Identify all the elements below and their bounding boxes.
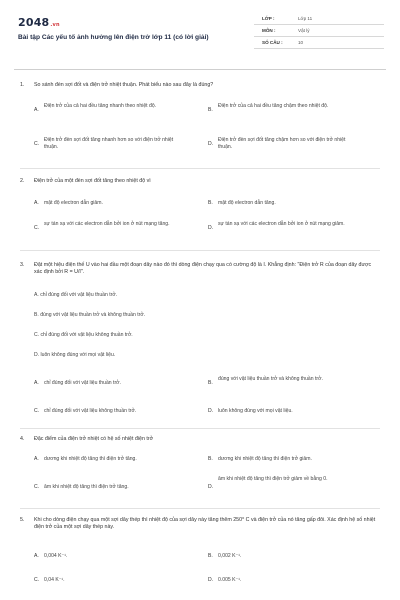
- option-letter: D.: [208, 577, 214, 583]
- header-divider: [14, 69, 386, 70]
- option-text: chỉ đúng đối với vật liệu không thuần trở.: [44, 408, 137, 414]
- question-2: [20, 178, 380, 231]
- option-letter: D.: [208, 408, 214, 414]
- option-text: Điện trở của cả hai đều tăng nhanh theo nhiệt độ.: [44, 103, 157, 109]
- question-stem: [20, 82, 380, 89]
- meta-value: 10: [298, 40, 304, 45]
- meta-row-class: [254, 14, 384, 25]
- question-number: 4.: [20, 436, 25, 442]
- statement-d: D. luôn không đúng với mọi vật liệu.: [34, 352, 116, 358]
- question-stem: [20, 436, 380, 443]
- option-text: dương khi nhiệt độ tăng thì điện trở tăng.: [44, 456, 137, 462]
- option-letter: A.: [34, 200, 39, 206]
- option-text: 0,004 K⁻¹.: [44, 553, 68, 559]
- question-separator: [20, 250, 380, 251]
- question-stem: [20, 517, 380, 532]
- logo-main: 2048: [18, 16, 50, 29]
- option-letter: D.: [208, 484, 214, 490]
- question-stem: [20, 178, 380, 185]
- question-text: Đặt một hiệu điện thế U vào hai đầu một đoạn dây nào đó thì dòng điện chạy qua có cường độ là I. Khẳng định: "Điện trở R của đoạn dây được xác định bởi R = U/I".: [34, 262, 372, 276]
- option-letter: D.: [208, 141, 214, 147]
- option-letter: C.: [34, 225, 40, 231]
- option-letter: B.: [208, 456, 213, 462]
- statement-a: A. chỉ đúng đối với vật liệu thuần trở.: [34, 292, 118, 298]
- question-number: 2.: [20, 178, 25, 184]
- statement-c: C. chỉ đúng đối với vật liệu không thuần trở.: [34, 332, 133, 338]
- option-letter: C.: [34, 484, 40, 490]
- document-title: Bài tập Các yếu tố ảnh hưởng lên điện trở lớp 11 (có lời giải): [18, 34, 209, 41]
- question-separator: [20, 428, 380, 429]
- document-header: [14, 12, 386, 62]
- meta-row-subject: [254, 26, 384, 37]
- question-number: 5.: [20, 517, 25, 523]
- option-letter: A.: [34, 380, 39, 386]
- meta-value: Vật lý: [298, 28, 310, 33]
- option-text: Điện trở đèn sợi đốt tăng nhanh hơn so với điện trở nhiệt thuận.: [44, 137, 174, 151]
- option-letter: B.: [208, 200, 213, 206]
- option-text: âm khi nhiệt độ tăng thì điện trở giảm về bằng 0.: [218, 476, 328, 482]
- option-letter: A.: [34, 456, 39, 462]
- option-text: đúng với vật liệu thuần trở và không thuần trở.: [218, 376, 323, 382]
- meta-key: SỐ CÂU :: [262, 40, 283, 45]
- question-separator: [20, 508, 380, 509]
- question-3: [20, 262, 380, 414]
- option-text: sự tán xạ với các electron dẫn bởi ion ở nút mạng tăng.: [44, 221, 170, 227]
- site-logo[interactable]: [18, 16, 60, 29]
- option-letter: B.: [208, 553, 213, 559]
- option-text: mật độ electron dẫn giảm.: [44, 200, 103, 206]
- question-text: Khi cho dòng điện chạy qua một sợi dây thép thì nhiệt độ của sợi dây này tăng thêm 250⁰ C và điện trở của nó tăng gấp đôi. Xác định hệ số nhiệt điện trở của một sợi dây thép này.: [34, 517, 376, 531]
- question-1: [20, 82, 380, 151]
- option-letter: C.: [34, 141, 40, 147]
- option-letter: A.: [34, 553, 39, 559]
- meta-row-count: [254, 38, 384, 49]
- option-letter: A.: [34, 107, 39, 113]
- meta-key: LỚP :: [262, 16, 275, 21]
- question-5: [20, 517, 380, 583]
- option-text: âm khi nhiệt độ tăng thì điện trở tăng.: [44, 484, 129, 490]
- question-number: 1.: [20, 82, 25, 88]
- question-text: Điện trở của một đèn sợi đốt tăng theo nhiệt độ vì: [34, 178, 151, 184]
- question-stem: [20, 262, 380, 277]
- option-letter: C.: [34, 577, 40, 583]
- option-text: mật độ electron dẫn tăng.: [218, 200, 276, 206]
- question-number: 3.: [20, 262, 25, 268]
- option-text: 0.005 K⁻¹.: [218, 577, 242, 583]
- meta-value: Lớp 11: [298, 16, 313, 21]
- question-separator: [20, 168, 380, 169]
- option-text: sự tán xạ với các electron dẫn bởi ion ở nút mạng giảm.: [218, 221, 345, 227]
- option-text: dương khi nhiệt độ tăng thì điện trở giảm.: [218, 456, 312, 462]
- option-text: Điện trở đèn sợi đốt tăng chậm hơn so với điện trở nhiệt thuận.: [218, 137, 346, 151]
- option-letter: D.: [208, 225, 214, 231]
- logo-suffix: .vn: [50, 22, 60, 28]
- statement-b: B. đúng với vật liệu thuần trở và không thuần trở.: [34, 312, 146, 318]
- option-letter: B.: [208, 107, 213, 113]
- question-text: Đặc điểm của điện trở nhiệt có hệ số nhiệt điện trở: [34, 436, 154, 442]
- option-letter: C.: [34, 408, 40, 414]
- option-letter: B.: [208, 380, 213, 386]
- meta-key: MÔN :: [262, 28, 276, 33]
- option-text: 0,002 K⁻¹.: [218, 553, 242, 559]
- question-4: [20, 436, 380, 490]
- question-text: So sánh đèn sợi đốt và điện trở nhiệt thuận. Phát biểu nào sau đây là đúng?: [34, 82, 214, 88]
- option-text: Điện trở của cả hai đều tăng chậm theo nhiệt độ.: [218, 103, 329, 109]
- option-text: 0,04 K⁻¹.: [44, 577, 65, 583]
- option-text: chỉ đúng đối với vật liệu thuần trở.: [44, 380, 121, 386]
- meta-table: [254, 14, 384, 50]
- option-text: luôn không đúng với mọi vật liệu.: [218, 408, 293, 414]
